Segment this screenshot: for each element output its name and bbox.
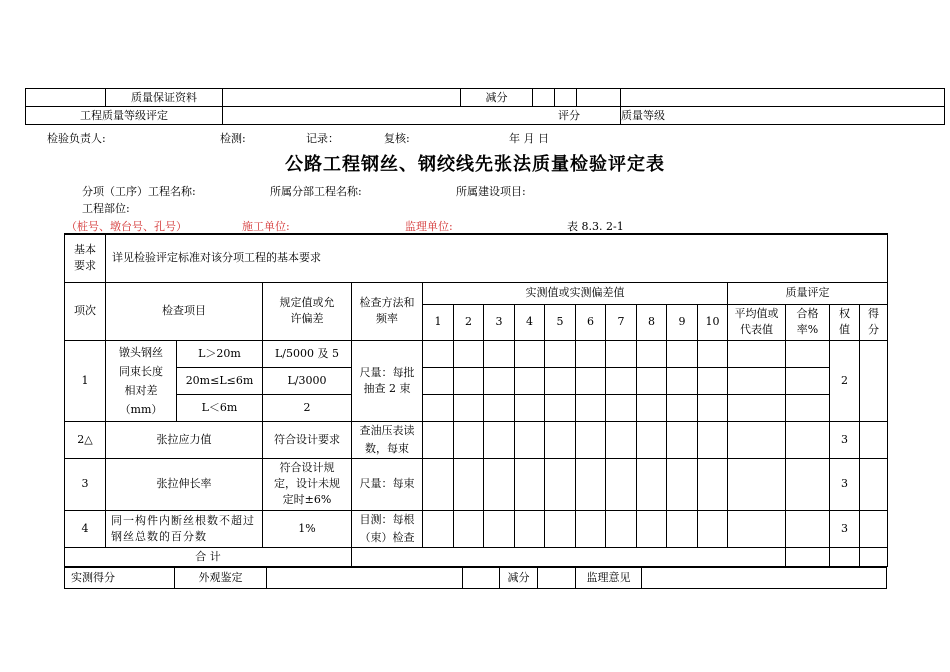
avg-cell[interactable]	[728, 421, 786, 458]
quality-docs-value[interactable]	[223, 89, 461, 107]
measure-cell[interactable]	[423, 421, 454, 458]
measure-cell[interactable]	[637, 367, 667, 394]
measure-cell[interactable]	[576, 340, 606, 367]
measure-cell[interactable]	[576, 394, 606, 421]
quality-eval-header: 质量评定	[728, 282, 888, 304]
measure-cell[interactable]	[606, 510, 637, 547]
measure-cell[interactable]	[484, 394, 515, 421]
deduct-value[interactable]	[533, 89, 555, 107]
pass-rate-cell[interactable]	[786, 340, 830, 367]
measure-cell[interactable]	[454, 340, 484, 367]
measure-cell[interactable]	[484, 340, 515, 367]
point-header-9: 9	[667, 304, 698, 340]
row2-item: 张拉应力值	[106, 421, 263, 458]
pass-rate-cell[interactable]	[786, 421, 830, 458]
measure-cell[interactable]	[484, 510, 515, 547]
quality-docs-label: 质量保证资料	[106, 89, 223, 107]
measure-cell[interactable]	[454, 367, 484, 394]
measure-cell[interactable]	[545, 367, 576, 394]
measure-cell[interactable]	[667, 340, 698, 367]
row1-allow-3: 2	[263, 394, 352, 421]
measure-cell[interactable]	[454, 458, 484, 510]
point-header-4: 4	[515, 304, 545, 340]
empty-cell	[577, 89, 621, 107]
pile-no-label: （桩号、墩台号、孔号）	[66, 220, 187, 233]
measure-cell[interactable]	[545, 394, 576, 421]
row2-weight: 3	[830, 421, 860, 458]
measure-cell[interactable]	[698, 340, 728, 367]
point-header-3: 3	[484, 304, 515, 340]
row4-allow: 1%	[263, 510, 352, 547]
measure-cell[interactable]	[454, 421, 484, 458]
measure-cell[interactable]	[576, 458, 606, 510]
point-header-8: 8	[637, 304, 667, 340]
empty-cell	[463, 568, 500, 589]
parent-project-label: 所属分部工程名称:	[270, 185, 362, 198]
measure-cell[interactable]	[667, 458, 698, 510]
pass-rate-header: 合格率%	[786, 304, 830, 340]
score-cell[interactable]	[860, 510, 888, 547]
row3-item: 张拉伸长率	[106, 458, 263, 510]
measure-cell[interactable]	[515, 421, 545, 458]
avg-cell[interactable]	[728, 367, 786, 394]
total-pass-rate[interactable]	[786, 547, 830, 566]
avg-cell[interactable]	[728, 340, 786, 367]
measure-cell[interactable]	[698, 510, 728, 547]
basic-req-text: 详见检验评定标准对该分项工程的基本要求	[106, 234, 888, 282]
measure-cell[interactable]	[698, 367, 728, 394]
score-cell[interactable]	[860, 421, 888, 458]
point-header-10: 10	[698, 304, 728, 340]
row1-method: 尺量：每批抽查 2 束	[352, 340, 423, 421]
summary-table	[25, 88, 945, 125]
row4-weight: 3	[830, 510, 860, 547]
total-value[interactable]	[352, 547, 786, 566]
pass-rate-cell[interactable]	[786, 394, 830, 421]
basic-req-label: 基本要求	[65, 234, 106, 282]
measure-cell[interactable]	[454, 510, 484, 547]
recorder-label: 记录：	[306, 132, 339, 145]
supervisor-label: 监理单位:	[405, 220, 453, 233]
row1-cond-2: 20m≤L≤6m	[177, 367, 263, 394]
supervision-label: 监理意见	[576, 568, 642, 589]
table-number: 表 8.3. 2-1	[567, 220, 624, 233]
measure-cell[interactable]	[423, 340, 454, 367]
measure-cell[interactable]	[637, 510, 667, 547]
contractor-label: 施工单位:	[242, 220, 290, 233]
measure-cell[interactable]	[423, 394, 454, 421]
measure-cell[interactable]	[698, 394, 728, 421]
deduct-value-2[interactable]	[555, 89, 577, 107]
measure-cell[interactable]	[545, 421, 576, 458]
empty-cell	[621, 89, 945, 107]
measure-cell[interactable]	[667, 367, 698, 394]
avg-header: 平均值或代表值	[728, 304, 786, 340]
avg-cell[interactable]	[728, 394, 786, 421]
method-header: 检查方法和频率	[352, 282, 423, 340]
measure-cell[interactable]	[423, 510, 454, 547]
row4-no: 4	[65, 510, 106, 547]
measure-cell[interactable]	[606, 340, 637, 367]
measure-cell[interactable]	[515, 510, 545, 547]
avg-cell[interactable]	[728, 458, 786, 510]
measure-cell[interactable]	[606, 421, 637, 458]
pass-rate-cell[interactable]	[786, 510, 830, 547]
inspect-item-header: 检查项目	[106, 282, 263, 340]
measure-cell[interactable]	[606, 458, 637, 510]
item-no-header: 项次	[65, 282, 106, 340]
grade-eval-label: 工程质量等级评定	[26, 107, 223, 125]
score-cell[interactable]	[860, 340, 888, 421]
measure-cell[interactable]	[667, 421, 698, 458]
row3-allow: 符合设计规定，设计未规定时±6%	[263, 458, 352, 510]
measured-score-label: 实测得分	[65, 568, 175, 589]
row4-item: 同一构件内断丝根数不超过钢丝总数的百分数	[106, 510, 263, 547]
avg-cell[interactable]	[728, 510, 786, 547]
appearance-value[interactable]	[267, 568, 463, 589]
measure-cell[interactable]	[637, 421, 667, 458]
measure-cell[interactable]	[423, 458, 454, 510]
weight-header: 权值	[830, 304, 860, 340]
row2-method: 查油压表读数，每束	[352, 421, 423, 458]
point-header-5: 5	[545, 304, 576, 340]
measure-cell[interactable]	[698, 421, 728, 458]
pass-rate-cell[interactable]	[786, 367, 830, 394]
row1-allow-1: L/5000 及 5	[263, 340, 352, 367]
point-header-2: 2	[454, 304, 484, 340]
sub-project-label: 分项（工序）工程名称:	[82, 185, 196, 198]
bottom-table	[64, 567, 887, 589]
measured-header: 实测值或实测偏差值	[423, 282, 728, 304]
deduct-label: 减分	[461, 89, 533, 107]
score-header: 得分	[860, 304, 888, 340]
quality-grade-label: 质量等级	[621, 107, 945, 125]
measure-cell[interactable]	[454, 394, 484, 421]
measure-cell[interactable]	[515, 367, 545, 394]
measure-cell[interactable]	[515, 340, 545, 367]
measure-cell[interactable]	[576, 367, 606, 394]
pass-rate-cell[interactable]	[786, 458, 830, 510]
reviewer-label: 复核:	[384, 132, 410, 145]
measure-cell[interactable]	[637, 458, 667, 510]
row1-cond-3: L＜6m	[177, 394, 263, 421]
inspector-label: 检验负责人:	[47, 132, 106, 145]
total-weight[interactable]	[830, 547, 860, 566]
score-cell[interactable]	[860, 458, 888, 510]
measure-cell[interactable]	[545, 458, 576, 510]
measure-cell[interactable]	[667, 510, 698, 547]
measure-cell[interactable]	[606, 367, 637, 394]
row3-weight: 3	[830, 458, 860, 510]
measure-cell[interactable]	[576, 421, 606, 458]
point-header-1: 1	[423, 304, 454, 340]
appearance-label: 外观鉴定	[175, 568, 267, 589]
row3-no: 3	[65, 458, 106, 510]
measure-cell[interactable]	[484, 367, 515, 394]
inspection-table	[64, 233, 888, 567]
point-header-6: 6	[576, 304, 606, 340]
measure-cell[interactable]	[423, 367, 454, 394]
measure-cell[interactable]	[637, 394, 667, 421]
point-header-7: 7	[606, 304, 637, 340]
measure-cell[interactable]	[484, 458, 515, 510]
construction-project-label: 所属建设项目:	[456, 185, 526, 198]
deduct-label: 减分	[500, 568, 538, 589]
empty-cell	[26, 89, 106, 107]
row3-method: 尺量：每束	[352, 458, 423, 510]
measure-cell[interactable]	[698, 458, 728, 510]
row1-item: 镦头钢丝同束长度相对差（mm）	[106, 340, 177, 421]
tester-label: 检测:	[220, 132, 246, 145]
total-label: 合 计	[65, 547, 352, 566]
measure-cell[interactable]	[576, 510, 606, 547]
row1-cond-1: L＞20m	[177, 340, 263, 367]
row1-weight: 2	[830, 340, 860, 421]
supervision-value[interactable]	[642, 568, 887, 589]
page-title: 公路工程钢丝、钢绞线先张法质量检验评定表	[285, 154, 665, 175]
measure-cell[interactable]	[484, 421, 515, 458]
allowance-header: 规定值或允许偏差	[263, 282, 352, 340]
total-score[interactable]	[860, 547, 888, 566]
row2-no: 2△	[65, 421, 106, 458]
project-part-label: 工程部位:	[82, 202, 130, 215]
row1-no: 1	[65, 340, 106, 421]
measure-cell[interactable]	[606, 394, 637, 421]
date-label: 年 月 日	[509, 132, 549, 145]
measure-cell[interactable]	[515, 458, 545, 510]
measure-cell[interactable]	[667, 394, 698, 421]
deduct-value[interactable]	[538, 568, 576, 589]
measure-cell[interactable]	[515, 394, 545, 421]
measure-cell[interactable]	[637, 340, 667, 367]
score-label: 评分	[223, 107, 621, 125]
row4-method: 目测：每根（束）检查	[352, 510, 423, 547]
row2-allow: 符合设计要求	[263, 421, 352, 458]
measure-cell[interactable]	[545, 340, 576, 367]
row1-allow-2: L/3000	[263, 367, 352, 394]
measure-cell[interactable]	[545, 510, 576, 547]
